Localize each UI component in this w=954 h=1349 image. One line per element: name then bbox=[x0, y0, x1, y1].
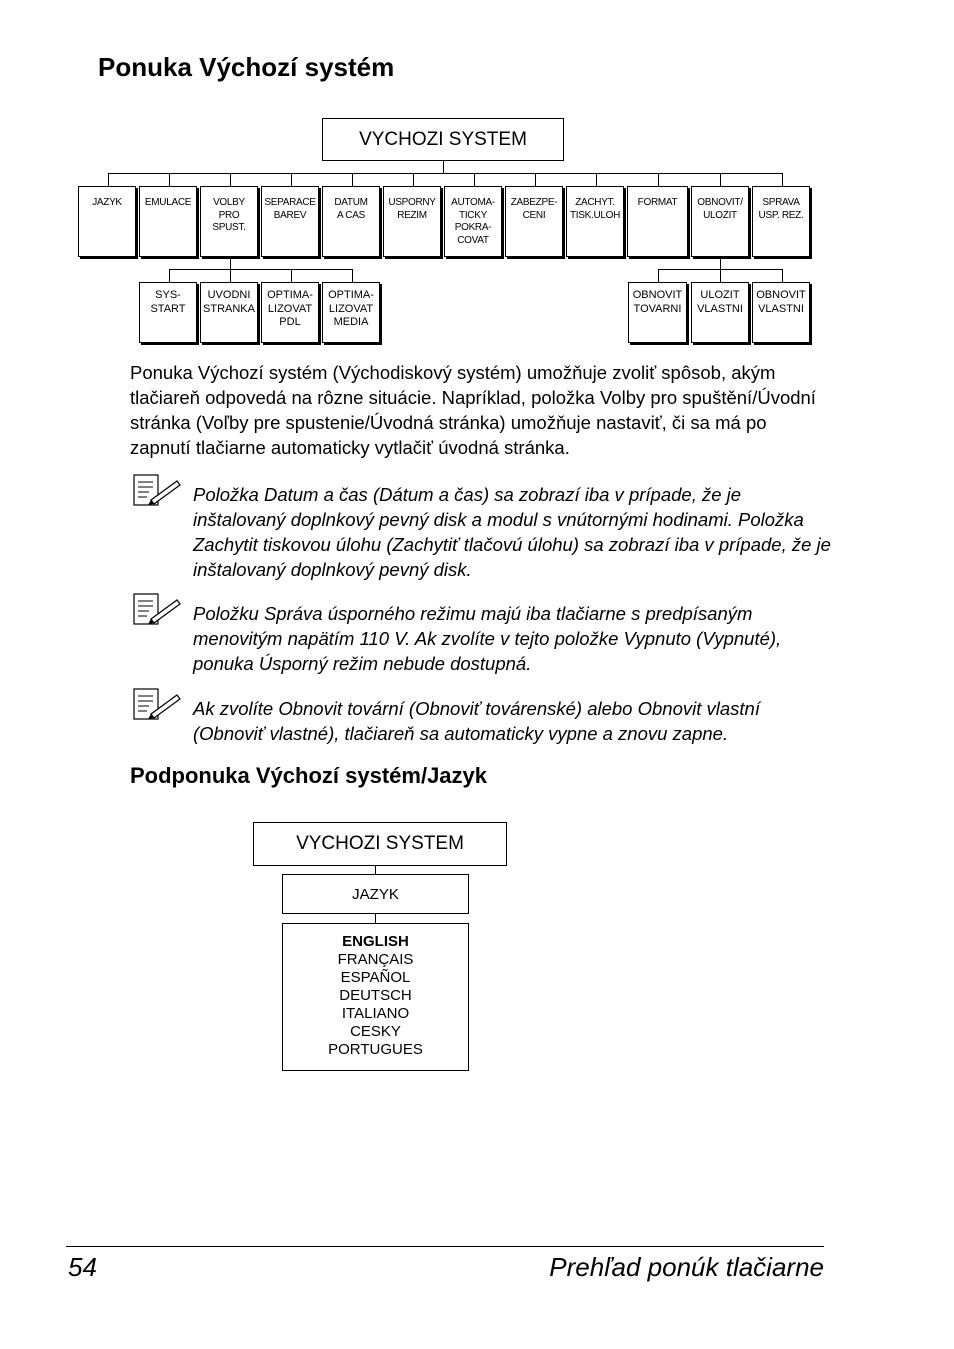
connector bbox=[474, 173, 475, 186]
menu-box-obnovit: OBNOVIT/ ULOZIT bbox=[691, 186, 749, 257]
connector bbox=[535, 173, 536, 186]
connector bbox=[108, 173, 109, 186]
footer-chapter-title: Prehľad ponúk tlačiarne bbox=[549, 1252, 824, 1282]
connector bbox=[720, 269, 721, 282]
menu-box-usporny: USPORNY REZIM bbox=[383, 186, 441, 257]
connector bbox=[230, 257, 231, 269]
page-number: 54 bbox=[68, 1252, 97, 1282]
language-item: ENGLISH bbox=[342, 933, 409, 950]
diagram2-root-box: VYCHOZI SYSTEM bbox=[253, 822, 507, 866]
submenu-box-obnovit-tovarni: OBNOVIT TOVARNI bbox=[628, 282, 687, 343]
note-text: Položku Správa úsporného režimu majú iba tlačiarne s predpísaným menovitým napätím 110 V. Ak zvolíte v tejto položke Vypnuto (Vypnuté), ponuka Úsporný režim nebude dostupná. bbox=[193, 603, 782, 674]
connector bbox=[352, 173, 353, 186]
menu-box-separace: SEPARACE BAREV bbox=[261, 186, 319, 257]
note-text: Ak zvolíte Obnovit tovární (Obnoviť továrenské) alebo Obnovit vlastní (Obnoviť vlastné), tlačiareň sa automaticky vypne a znovu zapne. bbox=[193, 698, 760, 744]
language-item: ITALIANO bbox=[341, 1005, 410, 1022]
submenu-box-optimalizovat-pdl: OPTIMA- LIZOVAT PDL bbox=[261, 282, 319, 343]
connector bbox=[596, 173, 597, 186]
intro-paragraph: Ponuka Výchozí systém (Východiskový systém) umožňuje zvoliť spôsob, akým tlačiareň odpovedá na rôzne situácie. Napríklad, položka Volby pro spuštění/Úvodní stránka (Voľby pre spustenie/Úvodná stránka) umožňuje nastaviť, či sa má po zapnutí tlačiarne automaticky vytlačiť úvodná stránka. bbox=[130, 362, 816, 458]
connector bbox=[169, 269, 352, 270]
connector bbox=[658, 269, 659, 282]
language-item: DEUTSCH bbox=[339, 987, 412, 1004]
connector bbox=[443, 161, 444, 173]
language-item: FRANÇAIS bbox=[337, 951, 414, 968]
note-text: Položka Datum a čas (Dátum a čas) sa zobrazí iba v prípade, že je inštalovaný doplnkový pevný disk a modul s vnútornými hodinami. Položka Zachytit tiskovou úlohu (Zachytiť tlačovú úlohu) sa zobrazí iba v prípade, že je inštalovaný doplnkový pevný disk. bbox=[193, 484, 831, 580]
note-pencil-icon bbox=[133, 593, 181, 629]
menu-box-automaticky: AUTOMA- TICKY POKRA- COVAT bbox=[444, 186, 502, 257]
note-1 bbox=[133, 482, 833, 582]
connector bbox=[782, 269, 783, 282]
submenu-box-obnovit-vlastni: OBNOVIT VLASTNI bbox=[752, 282, 810, 343]
connector bbox=[108, 173, 782, 174]
submenu-box-sysstart: SYS- START bbox=[139, 282, 197, 343]
connector bbox=[169, 173, 170, 186]
menu-box-format: FORMAT bbox=[627, 186, 688, 257]
footer-divider bbox=[66, 1246, 824, 1247]
diagram-root-box: VYCHOZI SYSTEM bbox=[322, 118, 564, 161]
connector bbox=[413, 173, 414, 186]
connector bbox=[291, 269, 292, 282]
submenu-box-uvodni: UVODNI STRANKA bbox=[200, 282, 258, 343]
note-pencil-icon bbox=[133, 688, 181, 724]
menu-box-zachyt: ZACHYT. TISK.ULOH bbox=[566, 186, 624, 257]
section-subtitle: Podponuka Výchozí systém/Jazyk bbox=[130, 763, 488, 788]
connector bbox=[230, 173, 231, 186]
note-2 bbox=[133, 601, 833, 676]
menu-box-volby: VOLBY PRO SPUST. bbox=[200, 186, 258, 257]
diagram2-jazyk-box: JAZYK bbox=[282, 874, 469, 914]
connector bbox=[230, 269, 231, 282]
connector bbox=[375, 914, 376, 923]
note-pencil-icon bbox=[133, 474, 181, 510]
connector bbox=[658, 173, 659, 186]
menu-box-datum: DATUM A CAS bbox=[322, 186, 380, 257]
language-item: CESKY bbox=[350, 1023, 401, 1040]
language-item: ESPAÑOL bbox=[340, 969, 411, 986]
connector bbox=[291, 173, 292, 186]
language-item: PORTUGUES bbox=[328, 1041, 423, 1058]
connector bbox=[352, 269, 353, 282]
menu-box-zabezpeceni: ZABEZPE- CENI bbox=[505, 186, 563, 257]
connector bbox=[782, 173, 783, 186]
connector bbox=[375, 866, 376, 874]
language-list bbox=[282, 923, 469, 1071]
submenu-box-ulozit-vlastni: ULOZIT VLASTNI bbox=[691, 282, 749, 343]
page-title: Ponuka Výchozí systém bbox=[98, 52, 395, 82]
connector bbox=[720, 257, 721, 269]
submenu-box-optimalizovat-media: OPTIMA- LIZOVAT MEDIA bbox=[322, 282, 380, 343]
note-3 bbox=[133, 696, 833, 746]
menu-box-sprava: SPRAVA USP. REZ. bbox=[752, 186, 810, 257]
menu-box-emulace: EMULACE bbox=[139, 186, 197, 257]
menu-box-jazyk: JAZYK bbox=[78, 186, 136, 257]
connector bbox=[720, 173, 721, 186]
connector bbox=[169, 269, 170, 282]
